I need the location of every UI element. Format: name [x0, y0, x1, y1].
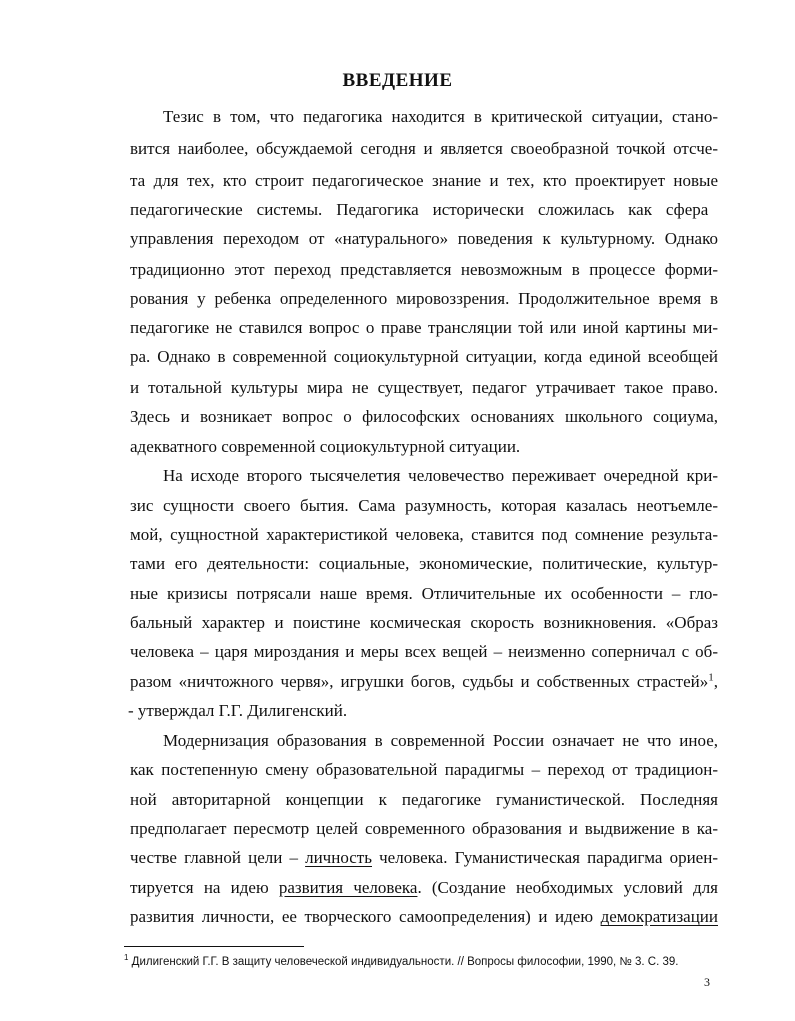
- text-line: та для тех, кто строит педагогическое знание и тех, кто проектирует новые: [130, 171, 718, 190]
- text-line: педагогике не ставился вопрос о праве трансляции той или иной картины ми-: [130, 318, 718, 337]
- text-line: мой, сущностной характеристикой человека, ставится под сомнение результа-: [130, 525, 718, 544]
- text-line: предполагает пересмотр целей современного образования и выдвижение в ка-: [130, 819, 718, 838]
- text-line: ные кризисы потрясали наше время. Отличительные их особенности – гло-: [130, 584, 718, 603]
- text-line: честве главной цели – личность человека. Гуманистическая парадигма ориен-: [130, 848, 718, 867]
- text-line: бальный характер и поистине космическая скорость возникновения. «Образ: [130, 613, 718, 632]
- underlined-term: развития человека: [278, 878, 418, 897]
- text-line: тами его деятельности: социальные, экономические, политические, культур-: [130, 554, 718, 573]
- text-line: развития личности, ее творческого самоопределения) и идею демократизации: [130, 907, 718, 926]
- footnote: $^1$ Дилигенский Г.Г. В защиту человеческой индивидуальности. // Вопросы философии, 1990, № 3. С. 39.: [124, 953, 679, 968]
- text-line: педагогические системы. Педагогика исторически сложилась как сфера: [130, 200, 709, 219]
- underlined-term: личность: [305, 848, 372, 867]
- text-line: Здесь и возникает вопрос о философских основаниях школьного социума,: [130, 407, 718, 426]
- text-line: как постепенную смену образовательной парадигмы – переход от традицион-: [130, 760, 718, 779]
- footnote-separator: [124, 946, 304, 947]
- footnote-reference: 1: [708, 671, 714, 684]
- text-line: и тотальной культуры мира не существует, педагог утрачивает такое право.: [130, 378, 718, 397]
- text-line: тируется на идею развития человека. (Создание необходимых условий для: [130, 878, 718, 897]
- text-line: вится наиболее, обсуждаемой сегодня и является своеобразной точкой отсче-: [130, 139, 718, 158]
- text-line: - утверждал Г.Г. Дилигенский.: [128, 701, 348, 720]
- text-line: разом «ничтожного червя», игрушки богов, судьбы и собственных страстей»$^1$,: [130, 671, 718, 691]
- page-number: 3: [704, 975, 710, 989]
- underlined-term: демократизации: [600, 907, 718, 926]
- text-line: Тезис в том, что педагогика находится в критической ситуации, стано-: [163, 107, 718, 126]
- text-line: На исходе второго тысячелетия человечество переживает очередной кри-: [163, 466, 718, 485]
- text-line: ра. Однако в современной социокультурной ситуации, когда единой всеобщей: [130, 347, 718, 366]
- text-line: адекватного современной социокультурной ситуации.: [130, 437, 521, 456]
- text-line: зис сущности своего бытия. Сама разумность, которая казалась неотъемле-: [130, 496, 718, 515]
- text-line: ной авторитарной концепции к педагогике гуманистической. Последняя: [130, 790, 718, 809]
- page-title: ВВЕДЕНИЕ: [342, 70, 453, 91]
- text-line: человека – царя мироздания и меры всех вещей – неизменно соперничал с об-: [130, 642, 718, 661]
- text-line: традиционно этот переход представляется невозможным в процессе форми-: [130, 260, 718, 279]
- text-line: рования у ребенка определенного мировоззрения. Продолжительное время в: [130, 289, 718, 308]
- text-line: Модернизация образования в современной России означает не что иное,: [163, 731, 718, 750]
- text-line: управления переходом от «натурального» поведения к культурному. Однако: [130, 229, 718, 248]
